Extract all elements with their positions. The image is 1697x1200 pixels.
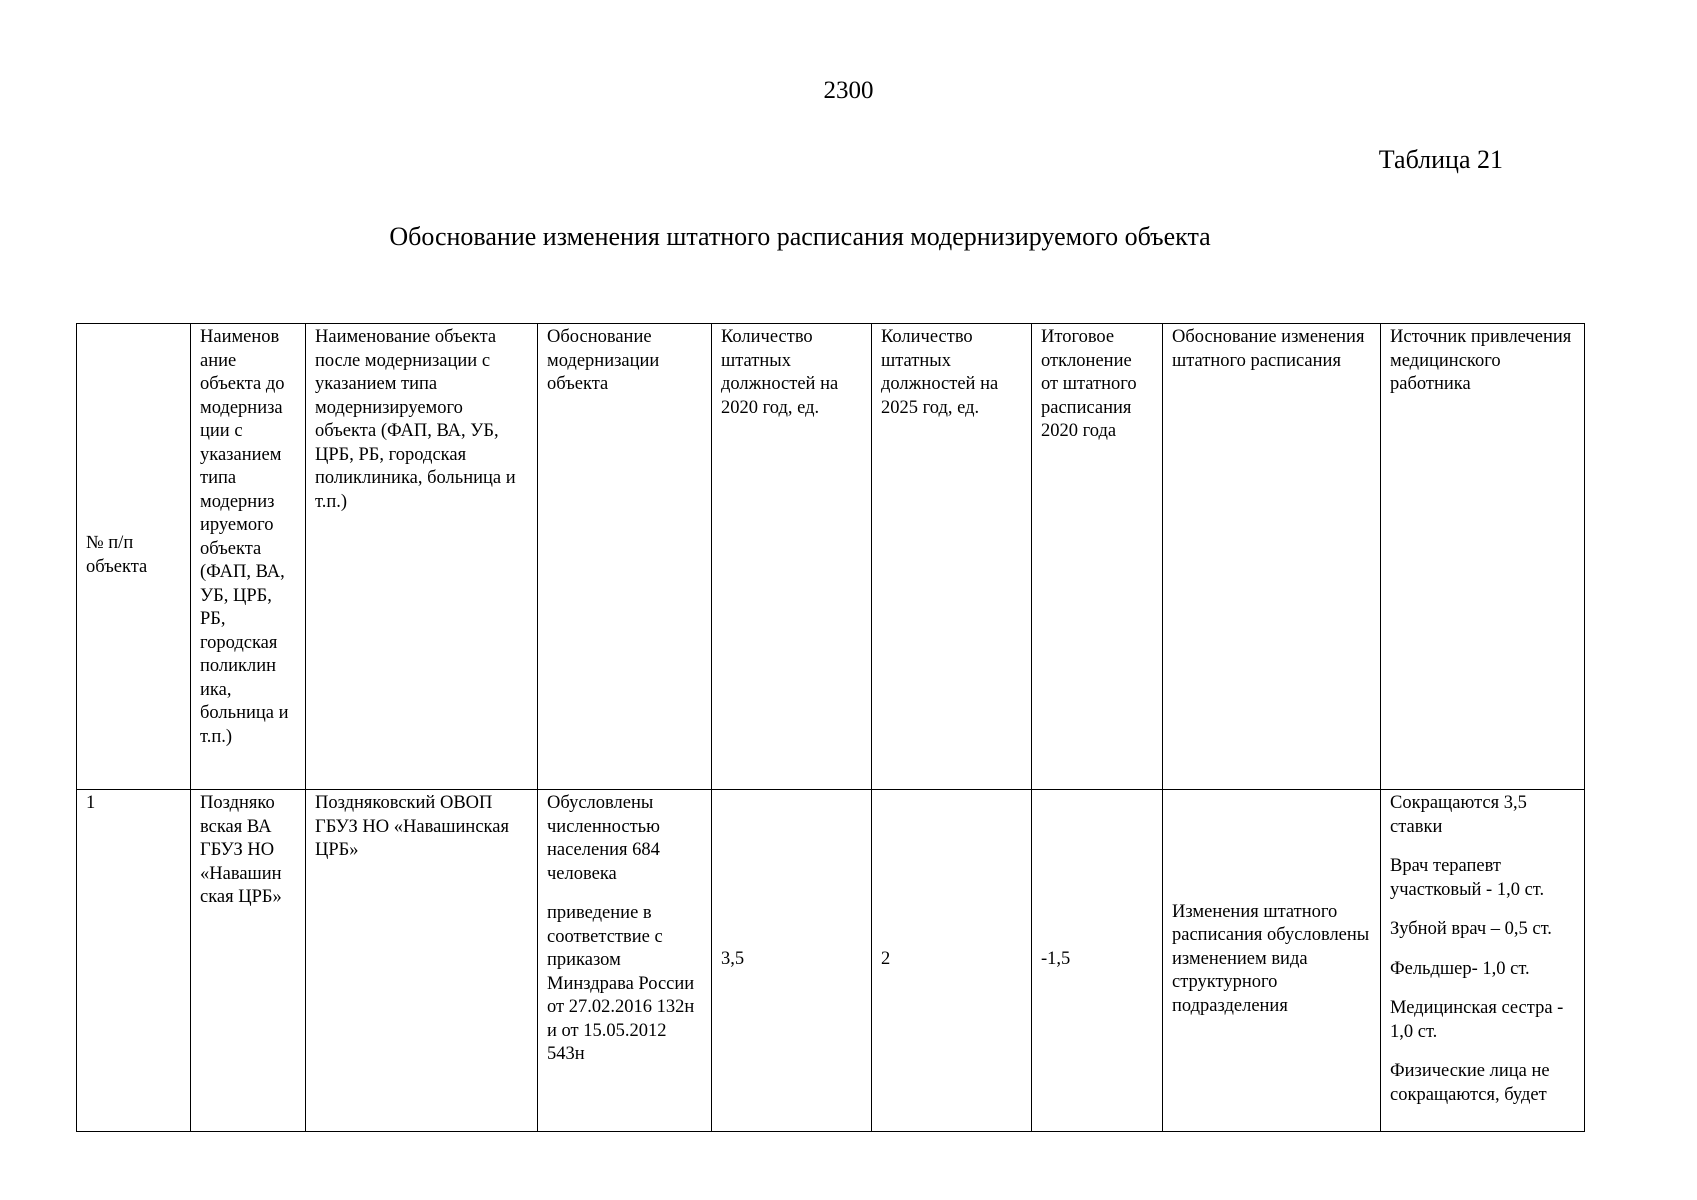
- cell-object-number: 1: [77, 790, 191, 1132]
- cell-name-after: Поздняковский ОВОП ГБУЗ НО «Навашинская ЦРБ»: [306, 790, 538, 1132]
- table-header-row: [77, 324, 1585, 790]
- header-staff-2020: Количество штатных должностей на 2020 год, ед.: [712, 324, 872, 790]
- source-paragraph: Физические лица не сокращаются, будет: [1390, 1061, 1550, 1105]
- header-source: Источник привлечения медицинского работника: [1381, 324, 1585, 790]
- staff-schedule-table: [76, 323, 1585, 1132]
- header-modernization-justification: Обоснование модернизации объекта: [538, 324, 712, 790]
- header-name-before: Наименов ание объекта до модерниза ции с указанием типа модерниз ируемого объекта (ФАП, ВА, УБ, ЦРБ, РБ, городская поликлин ика, больница и т.п.): [191, 324, 306, 790]
- justification-paragraph: Обусловлены численностью населения 684 человека: [547, 793, 660, 884]
- cell-source: [1381, 790, 1585, 1132]
- header-staff-2025: Количество штатных должностей на 2025 год, ед.: [872, 324, 1032, 790]
- source-paragraph: Фельдшер- 1,0 ст.: [1390, 958, 1530, 979]
- cell-staff-2025: 2: [872, 790, 1032, 1132]
- source-paragraph: Врач терапевт участковый - 1,0 ст.: [1390, 856, 1545, 900]
- cell-staff-2020: 3,5: [712, 790, 872, 1132]
- header-object-number: № п/п объекта: [77, 324, 191, 790]
- page-number: 2300: [823, 77, 874, 104]
- cell-deviation: -1,5: [1032, 790, 1163, 1132]
- source-paragraph: Медицинская сестра - 1,0 ст.: [1390, 998, 1564, 1042]
- document-title: Обоснование изменения штатного расписания модернизируемого объекта: [389, 222, 1211, 251]
- cell-name-before: Поздняко вская ВА ГБУЗ НО «Навашин ская ЦРБ»: [191, 790, 306, 1132]
- table-caption: Таблица 21: [1378, 145, 1503, 174]
- header-deviation: Итоговое отклонение от штатного расписания 2020 года: [1032, 324, 1163, 790]
- cell-modernization-justification: [538, 790, 712, 1132]
- header-name-after: Наименование объекта после модернизации с указанием типа модернизируемого объекта (ФАП, ВА, УБ, ЦРБ, РБ, городская поликлиника, больница и т.п.): [306, 324, 538, 790]
- table-row: [77, 790, 1585, 1132]
- justification-paragraph: приведение в соответствие с приказом Минздрава России от 27.02.2016 132н и от 15.05.2012 543н: [547, 903, 695, 1064]
- cell-staff-change-reason: Изменения штатного расписания обусловлены изменением вида структурного подразделения: [1163, 790, 1381, 1132]
- source-paragraph: Зубной врач – 0,5 ст.: [1390, 919, 1552, 939]
- header-staff-change-reason: Обоснование изменения штатного расписания: [1163, 324, 1381, 790]
- source-paragraph: Сокращаются 3,5 ставки: [1390, 793, 1527, 837]
